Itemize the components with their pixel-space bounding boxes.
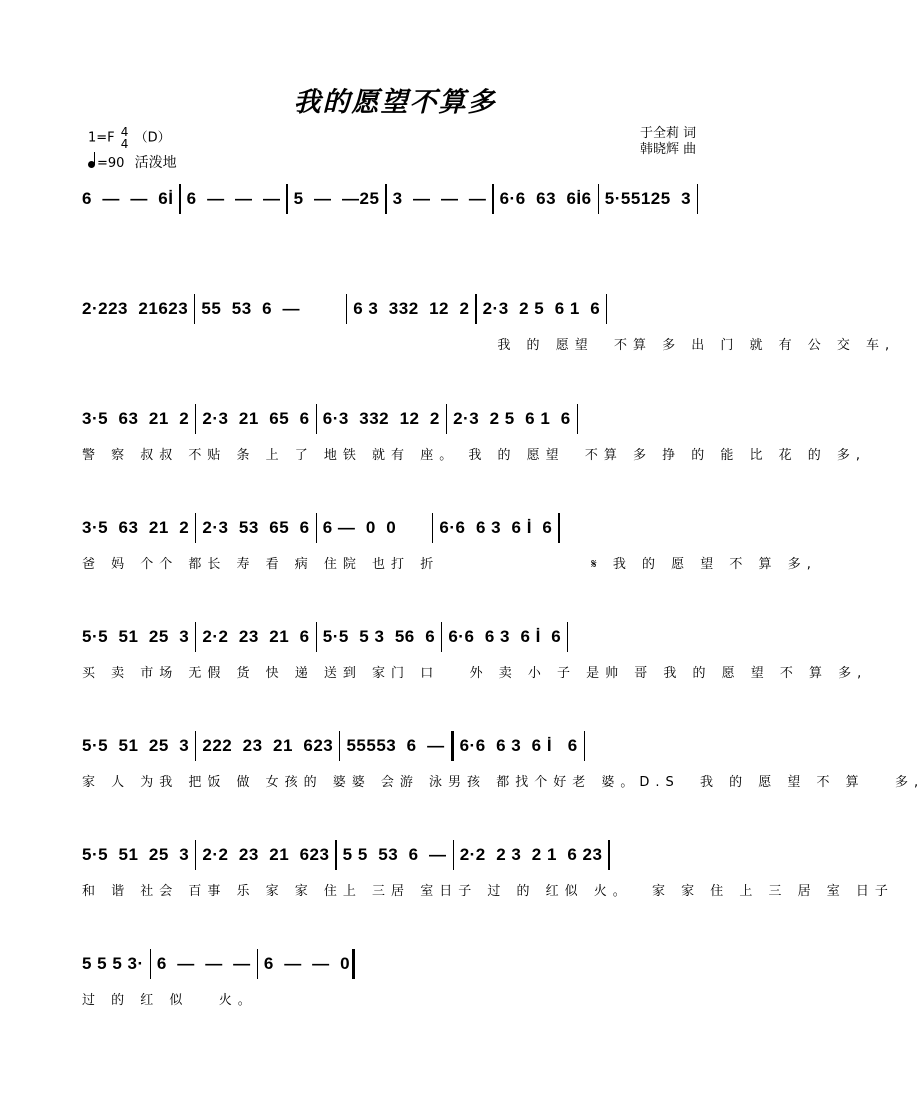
- measure: 6 3 332 12 2: [353, 299, 470, 318]
- measure: 6 — — —: [156, 954, 251, 973]
- score-system-8: [82, 951, 742, 1008]
- score-system-7: [82, 842, 894, 899]
- measure: 5·5 51 25 3: [82, 627, 190, 646]
- measure: 6·6 63 6İ6: [499, 189, 592, 208]
- tempo-marking: [88, 155, 177, 172]
- tempo-word: 活泼地: [134, 155, 177, 171]
- notes-row: [82, 406, 742, 432]
- time-signature: [121, 126, 129, 150]
- barline: [335, 840, 336, 870]
- score-system-1: [82, 186, 742, 226]
- measure: 55553 6 —: [346, 736, 445, 755]
- measure: 6 — — 6İ: [82, 189, 174, 208]
- barline: [608, 840, 609, 870]
- lyrics-line: 爸 妈 个个 都长 寿 看 病 住院 也打 折 𝄋 我 的 愿 望 不 算 多,: [82, 557, 817, 572]
- barline: [316, 622, 317, 652]
- key-alt: （D）: [134, 130, 171, 146]
- barline: [446, 404, 447, 434]
- barline: [441, 622, 442, 652]
- barline: [339, 731, 340, 761]
- measure: 5 5 5 3·: [82, 954, 144, 973]
- barline: [558, 513, 559, 543]
- barline: [179, 184, 180, 214]
- measure: 5·5 5 3 56 6: [322, 627, 436, 646]
- key-signature: [88, 126, 171, 150]
- notes-row: [82, 951, 742, 977]
- measure: 2·2 23 21 623: [202, 845, 330, 864]
- lyrics-line: 警 察 叔叔 不贴 条 上 了 地铁 就有 座。 我 的 愿望 不算 多 挣 的 能 比 花 的 多,: [82, 448, 867, 463]
- final-barline: [352, 949, 355, 979]
- tempo-value: =90: [97, 156, 125, 171]
- measure: 6·6 6 3 6 İ 6: [439, 518, 553, 537]
- barline: [257, 949, 258, 979]
- barline: [432, 513, 433, 543]
- song-title: 我的愿望不算多: [293, 87, 497, 118]
- barline: [697, 184, 698, 214]
- barline: [194, 294, 195, 324]
- barline: [195, 840, 196, 870]
- key-label: 1=F: [88, 130, 115, 146]
- measure: 2·3 2 5 6 1 6: [453, 409, 571, 428]
- lyrics-line: 过 的 红 似 火。: [82, 993, 257, 1008]
- barline: [316, 513, 317, 543]
- measure: 6·6 6 3 6 İ 6: [459, 736, 578, 755]
- measure: 6 — 0 0: [322, 518, 397, 537]
- notes-row: [82, 842, 742, 868]
- measure: 6 — — —: [186, 189, 281, 208]
- repeat-barline: [451, 731, 454, 761]
- barline: [606, 294, 607, 324]
- lyrics-line: 我 的 愿望 不算 多 出 门 就 有 公 交 车,: [82, 338, 896, 353]
- barline: [584, 731, 585, 761]
- lyrics-line: 和 谐 社会 百事 乐 家 家 住上 三居 室日子 过 的 红似 火。 家 家 住 上 三 居 室 日子: [82, 884, 894, 899]
- barline: [150, 949, 151, 979]
- barline: [475, 294, 476, 324]
- measure: 2·3 21 65 6: [202, 409, 310, 428]
- measure: 5 — —25: [293, 189, 380, 208]
- measure: 6·3 332 12 2: [322, 409, 440, 428]
- barline: [286, 184, 287, 214]
- measure: 2·2 2 3 2 1 6 23: [459, 845, 603, 864]
- measure: 3·5 63 21 2: [82, 409, 190, 428]
- score-system-4: [82, 515, 817, 572]
- notes-row: [82, 186, 742, 212]
- notes-row: [82, 515, 742, 541]
- barline: [195, 404, 196, 434]
- barline: [195, 622, 196, 652]
- credits: [640, 126, 696, 158]
- lyrics-line: 买 卖 市场 无假 货 快 递 送到 家门 口 外 卖 小 子 是帅 哥 我 的 愿 望 不 算 多,: [82, 666, 868, 681]
- notes-row: [82, 624, 742, 650]
- measure: 2·3 2 5 6 1 6: [482, 299, 601, 318]
- time-bottom: 4: [120, 137, 129, 151]
- score-system-5: [82, 624, 868, 681]
- measure: 5·5 51 25 3: [82, 736, 190, 755]
- notes-row: [82, 733, 742, 759]
- measure: 5·55125 3: [604, 189, 692, 208]
- measure: 3 — — —: [392, 189, 487, 208]
- lyrics-line: 家 人 为我 把饭 做 女孩的 婆婆 会游 泳男孩 都找个好老 婆。D.S 我 的 愿 望 不 算 多,: [82, 775, 924, 790]
- time-top: 4: [120, 125, 129, 139]
- measure: 222 23 21 623: [202, 736, 334, 755]
- measure: 5·5 51 25 3: [82, 845, 190, 864]
- barline: [195, 731, 196, 761]
- measure: 2·3 53 65 6: [202, 518, 310, 537]
- measure: 5 5 53 6 —: [342, 845, 447, 864]
- barline: [567, 622, 568, 652]
- measure: 2·2 23 21 6: [202, 627, 310, 646]
- score-system-6: [82, 733, 924, 790]
- measure: 2·223 21623: [82, 299, 189, 318]
- measure: 55 53 6 —: [201, 299, 301, 318]
- score-system-3: [82, 406, 867, 463]
- barline: [195, 513, 196, 543]
- barline: [346, 294, 347, 324]
- measure: 6·6 6 3 6 İ 6: [448, 627, 562, 646]
- measure: 6 — — 0: [263, 954, 351, 973]
- barline: [598, 184, 599, 214]
- score-system-2: [82, 296, 896, 353]
- notes-row: [82, 296, 742, 322]
- barline: [453, 840, 454, 870]
- quarter-note-icon: [88, 161, 95, 168]
- barline: [492, 184, 493, 214]
- barline: [577, 404, 578, 434]
- barline: [316, 404, 317, 434]
- composer: 韩晓辉 曲: [640, 142, 697, 157]
- lyricist: 于全莉 词: [640, 126, 697, 141]
- measure: 3·5 63 21 2: [82, 518, 190, 537]
- barline: [385, 184, 386, 214]
